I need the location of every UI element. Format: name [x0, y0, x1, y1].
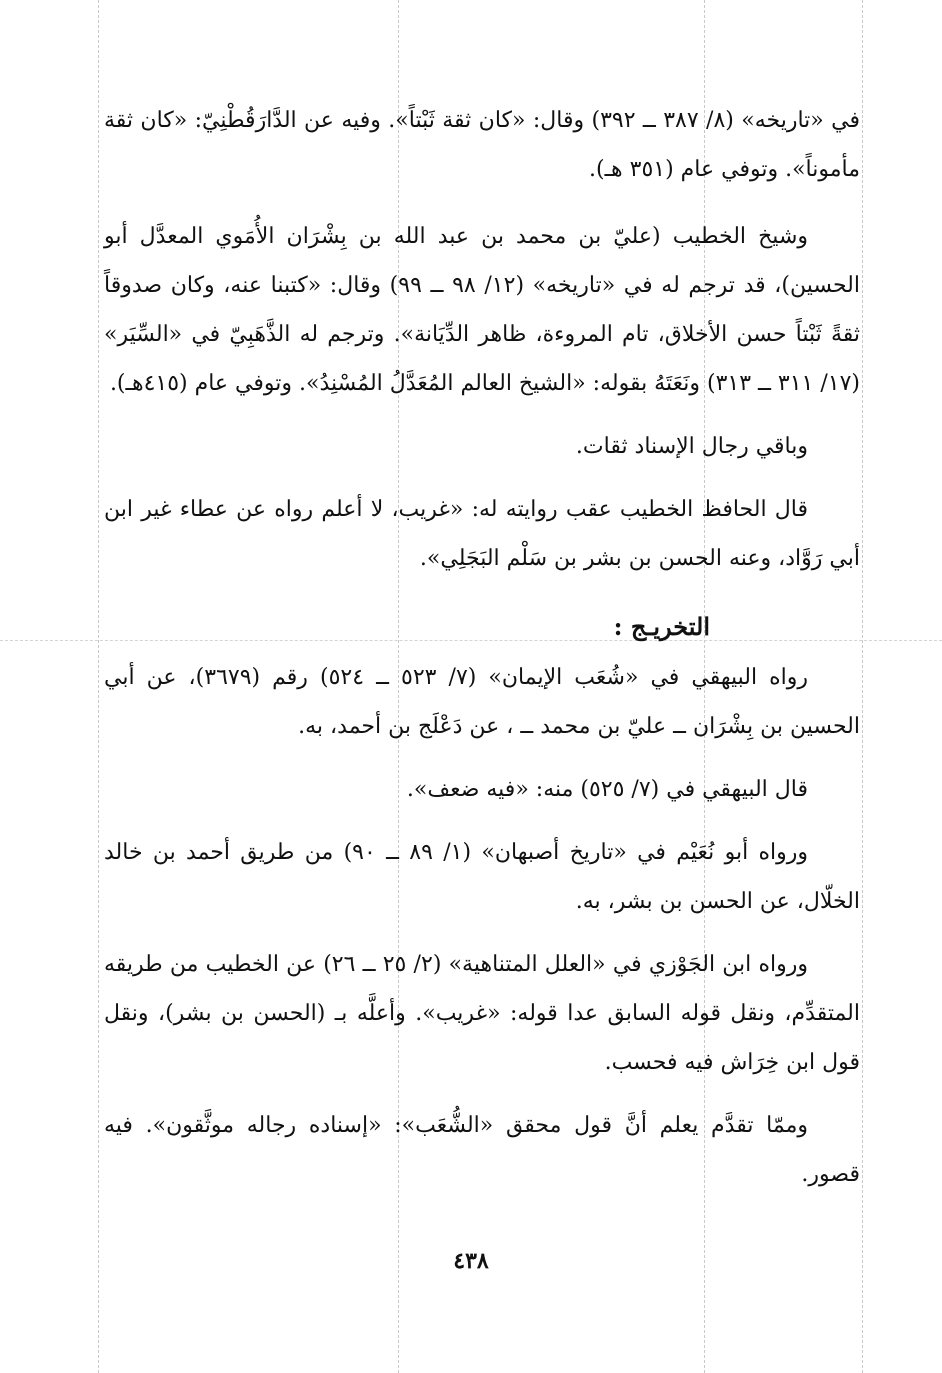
- section-heading-takhrij: التخريـج :: [613, 612, 710, 641]
- paragraph-narrator-death: في «تاريخه» (٨/ ٣٨٧ ــ ٣٩٢) وقال: «كان ثقة ثَبْتاً». وفيه عن الدَّارَقُطْنِيّ: «كان ثقة مأموناً». وتوفي عام (٣٥١ هـ).: [104, 108, 861, 182]
- paragraph-khatib-comment: قال الحافظ الخطيب عقب روايته له: «غريب، لا أعلم رواه عن عطاء غير ابن أبي رَوَّاد، وعنه الحسن بن بشر بن سَلْم البَجَلِي».: [104, 497, 860, 571]
- paragraph-conclusion: وممّا تقدَّم يعلم أنَّ قول محقق «الشُّعَب»: «إسناده رجاله موثَّقون». فيه قصور.: [104, 1113, 860, 1187]
- paragraph-abu-nuaym: ورواه أبو نُعَيْم في «تاريخ أصبهان» (١/ ٨٩ ــ ٩٠) من طريق أحمد بن خالد الخلّال، عن الحسن بن بشر، به.: [104, 840, 860, 914]
- page-number: ٤٣٨: [453, 1248, 489, 1274]
- paragraph-bayhaqi-verdict: قال البيهقي في (٧/ ٥٢٥) منه: «فيه ضعف».: [406, 777, 808, 802]
- paragraph-bayhaqi-narration: رواه البيهقي في «شُعَب الإيمان» (٧/ ٥٢٣ ــ ٥٢٤) رقم (٣٦٧٩)، عن أبي الحسين بن بِشْرَان ــ عليّ بن محمد ــ ، عن دَعْلَج بن أحمد، به.: [104, 665, 860, 739]
- paragraph-ibn-jawzi: ورواه ابن الجَوْزي في «العلل المتناهية» (٢/ ٢٥ ــ ٢٦) عن الخطيب من طريقه المتقدِّم، ونقل قوله السابق عدا قوله: «غريب». وأعلَّه بـ (الحسن بن بشر)، ونقل قول ابن خِرَاش فيه فحسب.: [104, 952, 860, 1075]
- paragraph-khatib-sheikh: وشيخ الخطيب (عليّ بن محمد بن عبد الله بن بِشْرَان الأُمَوي المعدَّل أبو الحسين)، قد ترجم له في «تاريخه» (١٢/ ٩٨ ــ ٩٩) وقال: «كتبنا عنه، وكان صدوقاً ثقةً ثَبْتاً حسن الأخلاق، تام المروءة، ظاهر الدِّيَانة». وترجم له الذَّهَبِيّ في «السِّيَر» (١٧/ ٣١١ ــ ٣١٣) ونَعَتَهُ بقوله: «الشيخ العالم المُعَدَّلُ المُسْنِدُ». وتوفي عام (٤١٥هـ).: [104, 224, 860, 396]
- guide-line-vertical: [98, 0, 99, 1373]
- paragraph-chain-trustworthy: وباقي رجال الإسناد ثقات.: [575, 434, 808, 459]
- guide-line-vertical: [862, 0, 863, 1373]
- book-page-body: [104, 96, 860, 1199]
